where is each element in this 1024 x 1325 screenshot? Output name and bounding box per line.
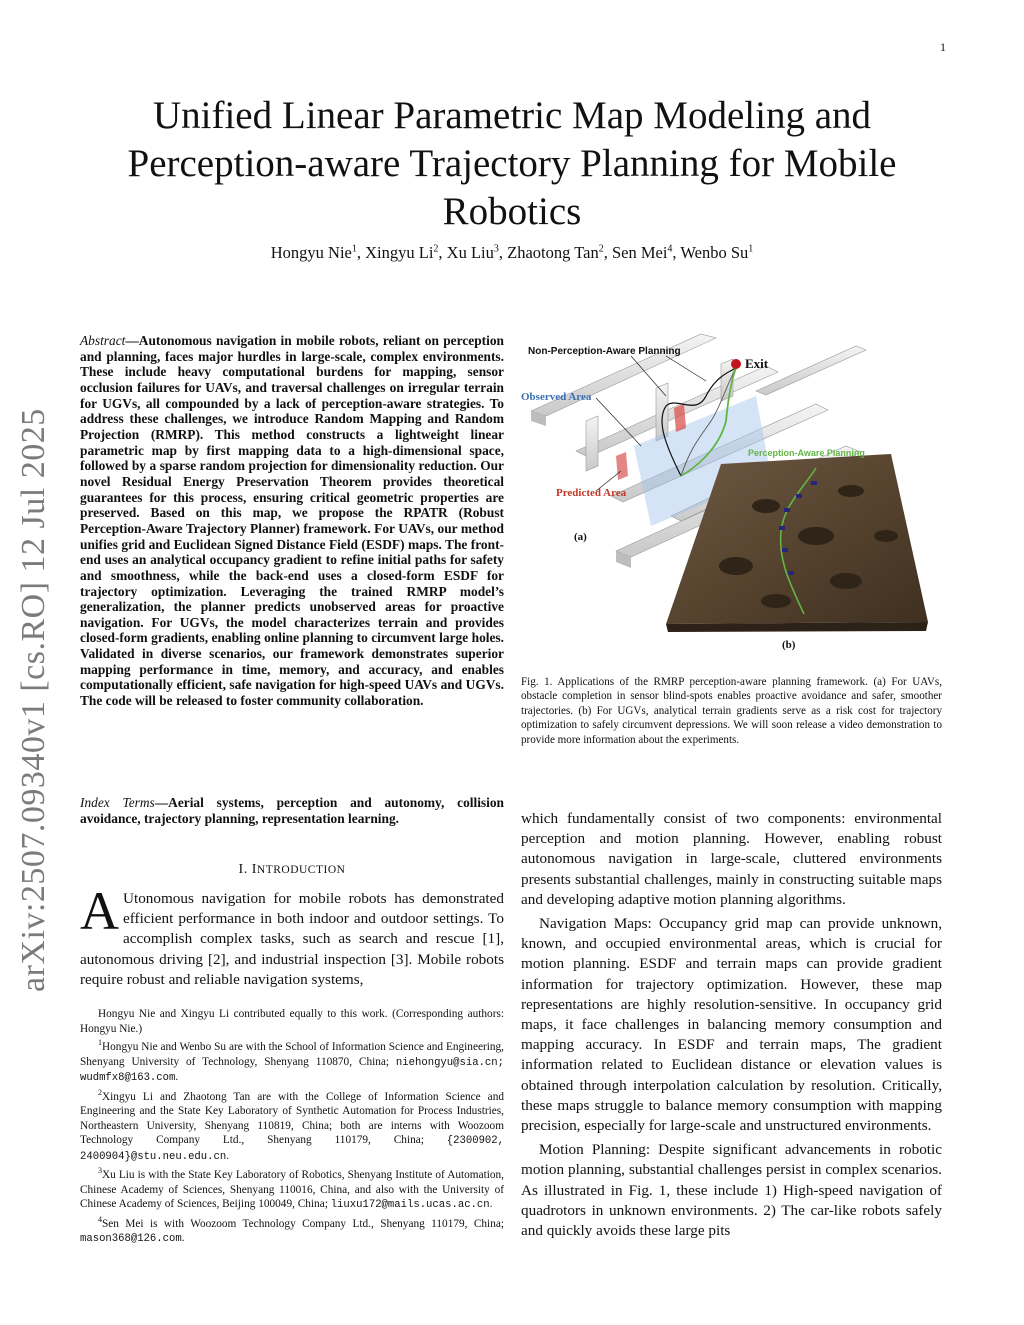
ugv-marker	[782, 548, 788, 552]
drop-cap: A	[80, 881, 119, 941]
terrain-pit	[752, 499, 780, 513]
footnote-1: $^1$Hongyu Nie and Wenbo Su are with the School of Information Science and Engineering, Shenyang University of Technology, Shenyang 110870, China; niehongyu@sia.cn; wudmfx8@163.com.	[80, 1038, 504, 1085]
exit-label: Exit	[745, 356, 769, 371]
index-terms-text: —Aerial systems, perception and autonomy, collision avoidance, trajectory planning, representation learning.	[80, 795, 505, 826]
author-affiliation: 2	[433, 243, 439, 255]
page-number: 1	[940, 40, 946, 54]
ugv-marker	[779, 526, 785, 530]
section-title-rest: NTRODUCTION	[256, 864, 346, 876]
paragraph: which fundamentally consist of two components: environmental perception and motion planning. However, enabling robust autonomous navigation in large-scale, cluttered environments presents substantial challenges, mainly in constructing suitable maps and developing adaptive motion planning algorithms.	[521, 810, 942, 908]
section-initial: I	[251, 862, 257, 877]
footnote-2: $^2$Xingyu Li and Zhaotong Tan are with the College of Information Science and Engineering and the State Key Laboratory of Synthetic Automation for Process Industries, Northeastern University, Shenyang 110819, China; both are interns with Woozoom Technology Company Ltd., Shenyang 110179, China; {2300902, 2400904}@stu.neu.edu.cn.	[80, 1087, 504, 1163]
figure-caption: Fig. 1. Applications of the RMRP perception-aware planning framework. (a) For UAVs, obstacle completion in sensor blind-spots enables proactive avoidance and safer, smoother trajectories. (b) For UGVs, analytical terrain gradients serve as a risk cost for trajectory optimization to safely circumvent depressions. We will soon release a video demonstration to provide more information about the experiments.	[521, 676, 942, 746]
footnotes	[80, 1007, 504, 1247]
footnote-2-email: {2300902, 2400904}@stu.neu.edu.cn	[80, 1135, 504, 1163]
maze-wall	[586, 416, 598, 471]
index-terms	[80, 795, 504, 827]
terrain-pit	[719, 557, 753, 575]
author: Zhaotong Tan$^2$	[507, 243, 604, 262]
intro-paragraph	[80, 881, 504, 990]
author-affiliation: 1	[351, 243, 357, 255]
author: Wenbo Su$^1$	[680, 243, 754, 262]
terrain-pit	[838, 485, 864, 497]
footnote-1-email: niehongyu@sia.cn; wudmfx8@163.com	[80, 1056, 504, 1085]
intro-text: Utonomous navigation for mobile robots has demonstrated efficient performance in both indoor and outdoor settings. To accomplish complex tasks, such as search and rescue [1], autonomous driving [2], and industrial inspection [3]. Mobile robots require robust and reliable navigation systems,	[80, 890, 504, 988]
figure-1	[516, 326, 944, 662]
section-number: I.	[238, 862, 248, 877]
author-affiliation: 3	[493, 243, 499, 255]
perception-planning-label: Perception-Aware Planning	[748, 448, 865, 458]
author-affiliation: 2	[598, 243, 604, 255]
predicted-area	[616, 452, 628, 480]
non-perception-label: Non-Perception-Aware Planning	[528, 346, 681, 357]
footnote-3: $^3$Xu Liu is with the State Key Laboratory of Robotics, Shenyang Institute of Automation, Chinese Academy of Sciences, Shenyang 110016, China, and also with the University of Chinese Academy of Sciences, Beijing 100049, China; liuxu172@mails.ucas.ac.cn.	[80, 1166, 504, 1212]
terrain-pit	[830, 573, 862, 589]
paragraph-navigation-maps: Navigation Maps: Occupancy grid map can provide unknown, known, and occupied environmental areas, which is crucial for motion planning. ESDF and terrain maps can provide gradient information for trajectory optimization. However, these map representations are highly resolution-sensitive. In occupancy grid maps, it face challenges in balancing memory consumption and mapping accuracy. In ESDF and terrain maps, The gradient information related to Euclidean distance or elevation values is obtained through interpolation calculation by resolution. Critically, these maps struggle to balance memory consumption with mapping precision, especially for large-scale and unstructured environments.	[521, 915, 942, 1135]
author-affiliation: 4	[667, 243, 673, 255]
footnote-equal-contribution: Hongyu Nie and Xingyu Li contributed equally to this work. (Corresponding authors: Hongyu Nie.)	[80, 1008, 504, 1035]
author: Xu Liu$^3$	[446, 243, 499, 262]
exit-marker	[731, 359, 741, 369]
author-affiliation: 1	[748, 243, 754, 255]
author: Xingyu Li$^2$	[365, 243, 439, 262]
author: Sen Mei$^4$	[611, 243, 673, 262]
subfigure-b-label: (b)	[782, 639, 796, 651]
observed-area-label: Observed Area	[521, 391, 592, 403]
paper-title: Unified Linear Parametric Map Modeling and Perception-aware Trajectory Planning for Mobile Robotics	[127, 94, 897, 233]
abstract-text: —Autonomous navigation in mobile robots, reliant on perception and planning, faces major hurdles in large-scale, complex environments. These include heavy computational burdens for mapping, sensor occlusion failures for UAVs, and traversal challenges on irregular terrain for UGVs, all compounded by a lack of perception-aware strategies. To address these challenges, we introduce Random Mapping and Random Projection (RMRP). This method constructs a lightweight linear parametric map by first mapping data to a high-dimensional space, followed by a sparse random projection for dimensionality reduction. Our novel Residual Energy Preservation Theorem provides theoretical guarantees for this process, ensuring critical geometric properties are preserved. Based on this map, we propose the RPATR (Robust Perception-Aware Trajectory Planner) framework. For UAVs, our method unifies grid and Euclidean Signed Distance Field (ESDF) maps. The front-end uses an analytical occupancy gradient to refine initial paths for safety and smoothness, while the back-end uses a closed-form ESDF for trajectory optimization. Leveraging the trained RMRP model’s generalization, the planner predicts unobserved areas for proactive navigation. For UGVs, the model characterizes terrain and provides closed-form gradients, enabling online planning to circumvent large holes. Validated in diverse scenarios, our framework demonstrates superior mapping performance in time, memory, and accuracy, and enables computationally efficient, safe navigation for high-speed UAVs and UGVs. The code will be released to foster community collaboration.	[80, 333, 504, 709]
terrain-pit	[874, 530, 898, 542]
author-list: Hongyu Nie$^1$, Xingyu Li$^2$, Xu Liu$^3$, Zhaotong Tan$^2$, Sen Mei$^4$, Wenbo Su$^1$	[270, 243, 754, 262]
predicted-area	[674, 404, 686, 432]
right-column-text	[521, 809, 942, 1241]
ugv-marker	[796, 494, 802, 498]
subfigure-a-label: (a)	[574, 531, 587, 543]
callout-line	[666, 356, 706, 381]
terrain-pit	[798, 527, 834, 545]
abstract	[80, 333, 504, 709]
section-heading	[80, 862, 504, 878]
terrain-pit	[761, 594, 791, 608]
author: Hongyu Nie$^1$	[270, 243, 357, 262]
predicted-area-label: Predicted Area	[556, 487, 627, 499]
ugv-marker	[788, 571, 794, 575]
abstract-label: Abstract	[80, 333, 126, 348]
index-terms-label: Index Terms	[80, 795, 155, 810]
arxiv-stamp: arXiv:2507.09340v1 [cs.RO] 12 Jul 2025	[15, 408, 52, 992]
ugv-marker	[784, 508, 790, 512]
footnote-4: $^4$Sen Mei is with Woozoom Technology Company Ltd., Shenyang 110179, China; mason368@126.com.	[80, 1215, 504, 1246]
footnote-4-email: mason368@126.com	[80, 1233, 182, 1246]
paragraph-motion-planning: Motion Planning: Despite significant advancements in robotic motion planning, substantial challenges persist in complex scenarios. As illustrated in Fig. 1, these include 1) High-speed navigation of quadrotors in unknown environments. 2) The car-like robots safely and quickly avoids these large pits	[521, 1141, 942, 1240]
ugv-marker	[811, 481, 817, 485]
footnote-3-email: liuxu172@mails.ucas.ac.cn	[330, 1199, 490, 1212]
